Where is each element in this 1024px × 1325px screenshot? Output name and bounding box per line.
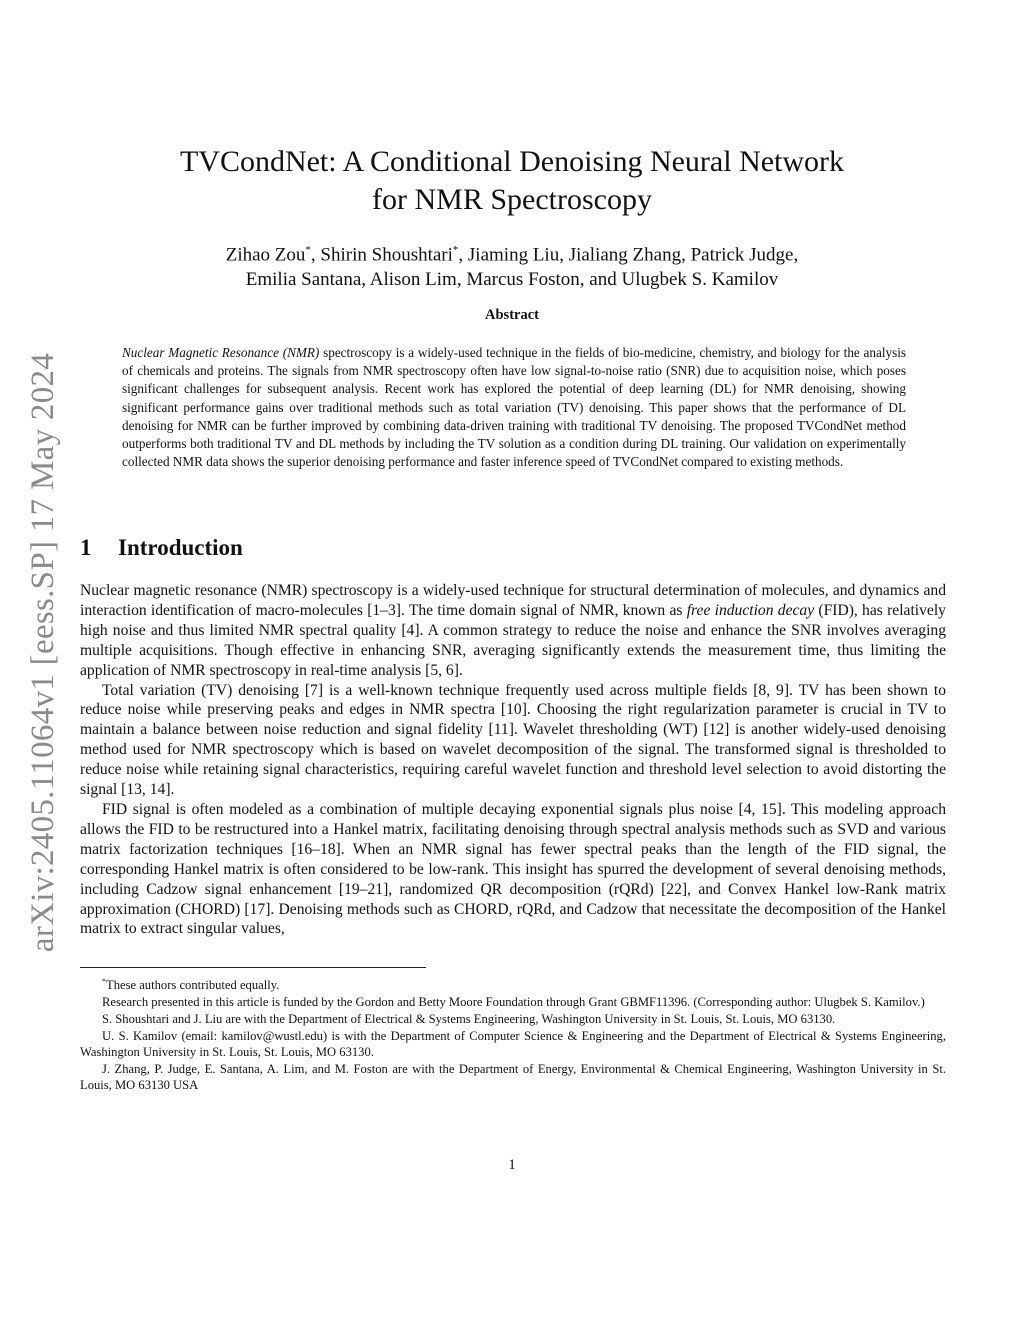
paragraph-2: Total variation (TV) denoising [7] is a well-known technique frequently used across multiple fields [8, 9]. TV has been shown to reduce noise while preserving peaks and edges in NMR spectra [10]. Choosing the right regularization parameter is crucial in TV to maintain a balance between noise reduction and signal fidelity [11]. Wavelet thresholding (WT) [12] is another widely-used denoising method used for NMR spectroscopy which is based on wavelet decomposition of the signal. The transformed signal is thresholded to reduce noise while retaining signal characteristics, requiring careful wavelet function and threshold level selection to avoid distorting the signal [13, 14]. <box>80 681 946 799</box>
paper-title-line-1: TVCondNet: A Conditional Denoising Neural Network <box>179 145 845 178</box>
paragraph-3: FID signal is often modeled as a combination of multiple decaying exponential signals plus noise [4, 15]. This modeling approach allows the FID to be restructured into a Hankel matrix, facilitating denoising through spectral analysis methods such as SVD and various matrix factorization techniques [16–18]. When an NMR signal has fewer spectral peaks than the length of the FID signal, the corresponding Hankel matrix is often considered to be low-rank. This insight has spurred the development of several denoising methods, including Cadzow signal enhancement [19–21], randomized QR decomposition (rQRd) [22], and Convex Hankel low-Rank matrix approximation (CHORD) [17]. Denoising methods such as CHORD, rQRd, and Cadzow that necessitate the decomposition of the Hankel matrix to extract singular values, <box>80 800 946 938</box>
section-title: Introduction <box>118 535 243 560</box>
arxiv-sidebar-identifier <box>14 342 74 962</box>
section-number: 1 <box>80 535 92 560</box>
paragraph-1 <box>80 581 946 681</box>
abstract-body <box>122 344 906 471</box>
footnote-affiliation-shoushtari-liu: S. Shoushtari and J. Liu are with the Department of Electrical & Systems Engineering, Washington University in St. Louis, St. Louis, MO 63130. <box>102 1012 836 1026</box>
author-line-1-rest: , Jiaming Liu, Jialiang Zhang, Patrick Judge, <box>458 244 799 266</box>
paragraph-1-text-b: (FID), has relatively high noise and thus limited NMR spectral quality [4]. A common strategy to reduce the noise and enhance the SNR involves averaging multiple acquisitions. Though effective in enhancing SNR, averaging significantly extends the measurement time, thus limiting the application of NMR spectroscopy in real-time analysis [5, 6]. <box>80 601 946 679</box>
paper-title <box>80 143 944 219</box>
equal-contribution-mark: * <box>452 244 459 256</box>
abstract-text: spectroscopy is a widely-used technique in the fields of bio-medicine, chemistry, and biology for the analysis of chemicals and proteins. The signals from NMR spectroscopy often have low signal-to-noise ratio (SNR) due to acquisition noise, which poses significant challenges for subsequent analysis. Recent work has explored the potential of deep learning (DL) for NMR denoising, showing significant performance gains over traditional methods such as total variation (TV) denoising. This paper shows that the performance of DL denoising for NMR can be further improved by combining data-driven training with traditional TV denoising. The proposed TVCondNet method outperforms both traditional TV and DL methods by including the TV solution as a condition during DL training. Our validation on experimentally collected NMR data shows the superior denoising performance and faster inference speed of TVCondNet compared to existing methods. <box>122 345 907 470</box>
footnote-1-text: These authors contributed equally. <box>106 978 280 993</box>
paper-title-line-2: for NMR Spectroscopy <box>372 183 652 216</box>
author-line-2: Emilia Santana, Alison Lim, Marcus Foston, and Ulugbek S. Kamilov <box>245 269 779 291</box>
page-number: 1 <box>508 1157 516 1173</box>
author-shoushtari: , Shirin Shoushtari <box>310 244 453 266</box>
footnotes <box>80 974 946 1095</box>
abstract-italic-lead: Nuclear Magnetic Resonance (NMR) <box>122 345 320 360</box>
abstract-heading: Abstract <box>485 307 539 323</box>
footnote-funding: Research presented in this article is funded by the Gordon and Betty Moore Foundation through Grant GBMF11396. (Corresponding author: Ulugbek S. Kamilov.) <box>102 995 925 1010</box>
footnote-mark: * <box>102 977 106 986</box>
author-zou: Zihao Zou <box>225 244 306 266</box>
introduction-body <box>80 581 946 939</box>
paragraph-1-italic-term: free induction decay <box>686 601 815 619</box>
footnote-affiliation-energy-dept: J. Zhang, P. Judge, E. Santana, A. Lim, and M. Foston are with the Department of Energy, Environmental & Chemical Engineering, Washington University in St. Louis, MO 63130 USA <box>80 1061 946 1092</box>
paragraph-1-text-a: Nuclear magnetic resonance (NMR) spectroscopy is a widely-used technique for structural determination of molecules, and dynamics and interaction identification of macro-molecules [1–3]. The time domain signal of NMR, known as <box>80 582 946 619</box>
equal-contribution-mark: * <box>305 244 311 256</box>
author-list <box>80 238 944 292</box>
author-line-1 <box>80 238 944 267</box>
footnote-affiliation-kamilov: U. S. Kamilov (email: kamilov@wustl.edu) is with the Department of Computer Science & Engineering and the Department of Electrical & Systems Engineering, Washington University in St. Louis, St. Louis, MO 63130. <box>80 1028 946 1059</box>
arxiv-id-text: arXiv:2405.11064v1 [eess.SP] 17 May 2024 <box>25 352 62 952</box>
footnote-divider <box>80 967 426 968</box>
footnote-equal-contribution <box>80 974 946 994</box>
section-heading-introduction <box>80 535 243 561</box>
